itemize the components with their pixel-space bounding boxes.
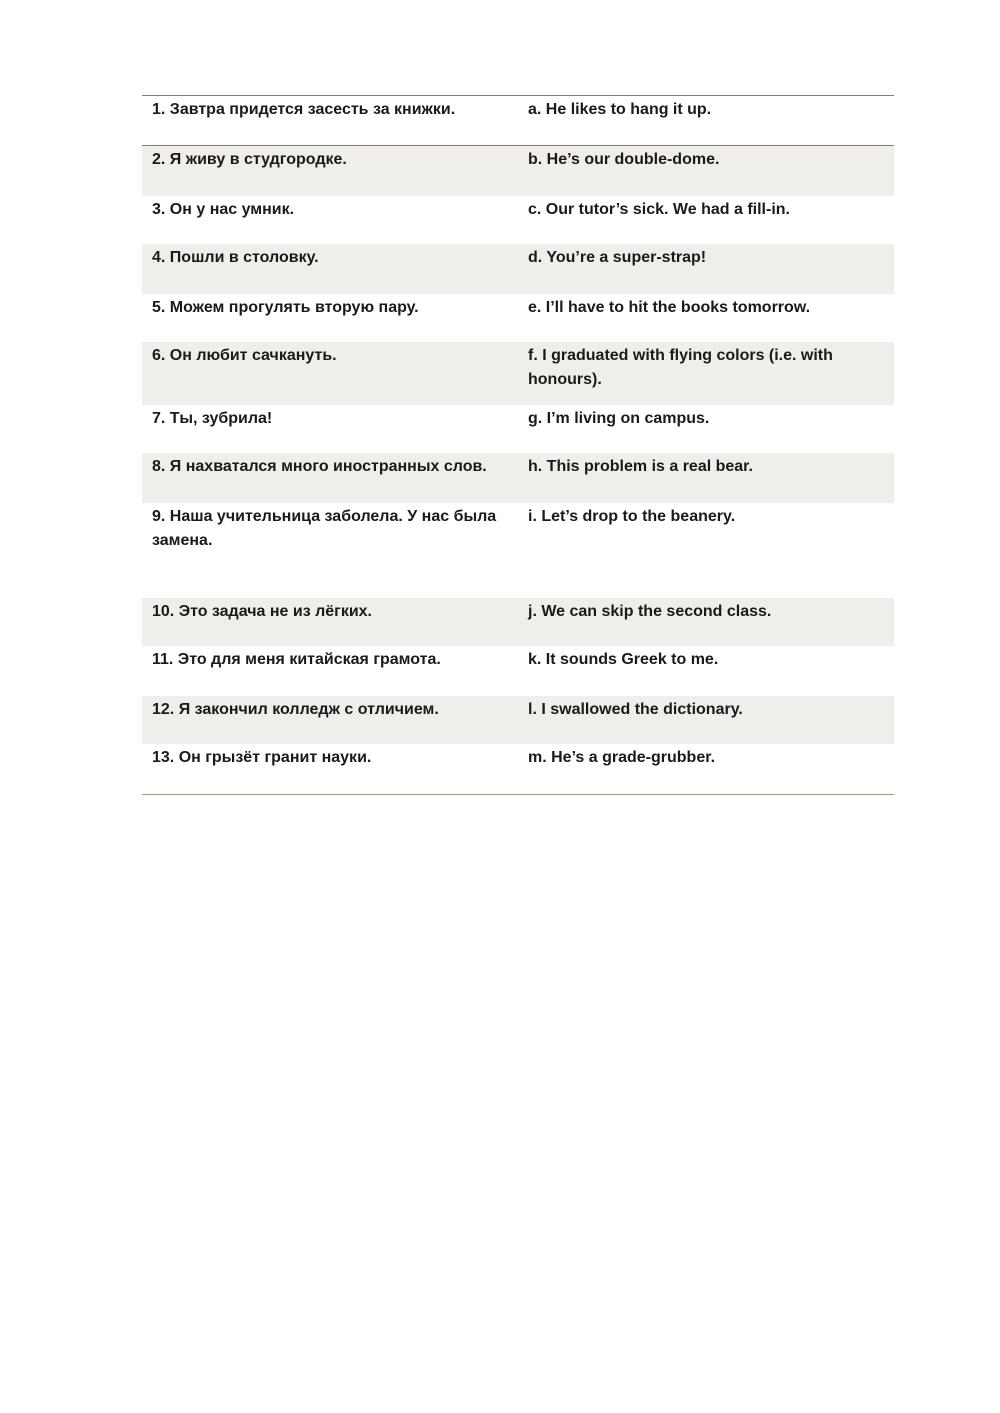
russian-phrase: 4. Пошли в столовку.: [152, 249, 319, 266]
english-phrase: j. We can skip the second class.: [528, 603, 772, 620]
english-phrase: k. It sounds Greek to me.: [528, 651, 719, 668]
english-phrase: b. He’s our double-dome.: [528, 151, 720, 168]
russian-phrase: 8. Я нахватался много иностранных слов.: [152, 458, 487, 475]
russian-phrase: 3. Он у нас умник.: [152, 201, 295, 218]
russian-phrase: 13. Он грызёт гранит науки.: [152, 749, 372, 766]
table-row: [142, 244, 894, 294]
english-phrase: c. Our tutor’s sick. We had a fill-in.: [528, 201, 790, 218]
english-phrase: d. You’re a super-strap!: [528, 249, 707, 266]
table-row: [142, 146, 894, 196]
table-row: [142, 744, 894, 794]
english-phrase: i. Let’s drop to the beanery.: [528, 508, 736, 525]
english-phrase: a. He likes to hang it up.: [528, 101, 712, 118]
table-row: [142, 598, 894, 646]
table-row: [142, 503, 894, 598]
russian-phrase: 9. Наша учительница заболела. У нас была замена.: [152, 508, 497, 549]
russian-phrase: 11. Это для меня китайская грамота.: [152, 651, 441, 668]
russian-phrase: 12. Я закончил колледж с отличием.: [152, 701, 439, 718]
matching-table: [142, 95, 894, 795]
table-row: [142, 96, 894, 146]
table-row: [142, 342, 894, 405]
russian-phrase: 7. Ты, зубрила!: [152, 410, 273, 427]
russian-phrase: 2. Я живу в студгородке.: [152, 151, 347, 168]
russian-phrase: 5. Можем прогулять вторую пару.: [152, 299, 419, 316]
english-phrase: h. This problem is a real bear.: [528, 458, 753, 475]
english-phrase: e. I’ll have to hit the books tomorrow.: [528, 299, 811, 316]
table-row: [142, 453, 894, 503]
english-phrase: f. I graduated with flying colors (i.e. with honours).: [528, 347, 833, 388]
russian-phrase: 1. Завтра придется засесть за книжки.: [152, 101, 456, 118]
table-row: [142, 294, 894, 342]
table-row: [142, 696, 894, 744]
table-row: [142, 196, 894, 244]
russian-phrase: 10. Это задача не из лёгких.: [152, 603, 372, 620]
russian-phrase: 6. Он любит сачкануть.: [152, 347, 337, 364]
english-phrase: l. I swallowed the dictionary.: [528, 701, 743, 718]
table-row: [142, 405, 894, 453]
english-phrase: g. I’m living on campus.: [528, 410, 710, 427]
english-phrase: m. He’s a grade-grubber.: [528, 749, 716, 766]
table-row: [142, 646, 894, 696]
